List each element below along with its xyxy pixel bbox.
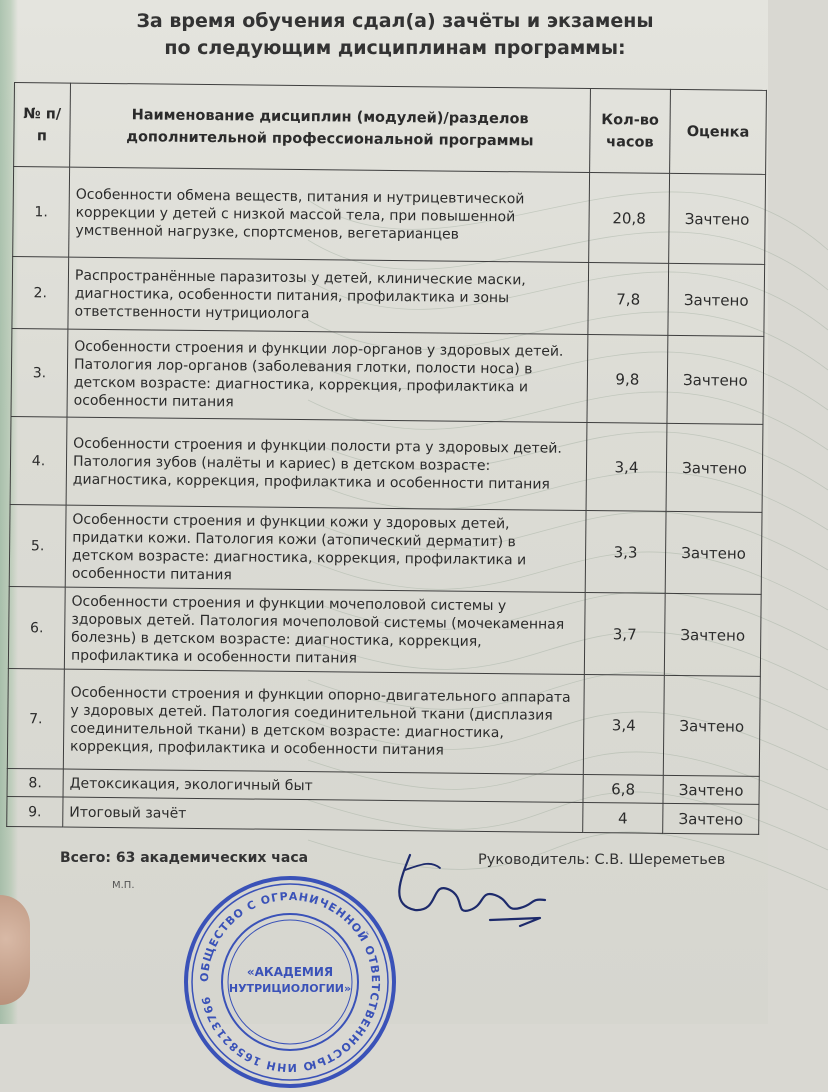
table-row: [11, 328, 764, 424]
seal-center-line-2: НУТРИЦИОЛОГИИ»: [228, 982, 352, 995]
header-hours: Кол-во часов: [590, 89, 671, 174]
table-row: [13, 167, 766, 265]
discipline-name: Особенности строения и функции кожи у здоровых детей, придатки кожи. Патология кожи (атопический дерматит) в детском возрасте: диагностика, коррекция, профилактика и особенности питания: [65, 505, 586, 592]
hours-value: 3,4: [586, 423, 667, 512]
hours-value: 20,8: [589, 173, 670, 264]
finger-in-frame: [0, 895, 30, 1005]
disciplines-table: [6, 82, 767, 835]
discipline-name: Детоксикация, экологичный быт: [63, 769, 583, 802]
hours-value: 3,3: [585, 511, 666, 594]
row-number: 3.: [11, 328, 68, 417]
table-row: [10, 416, 763, 512]
hours-value: 3,7: [584, 593, 665, 676]
grade-value: Зачтено: [664, 593, 761, 676]
row-number: 8.: [7, 768, 63, 797]
discipline-name: Особенности строения и функции мочеполовой системы у здоровых детей. Патология мочеполовой системы (мочекаменная болезнь) в детском возрасте: диагностика, коррекция, профилактика и особенности питания: [64, 587, 585, 674]
grade-value: Зачтено: [667, 335, 764, 424]
grade-value: Зачтено: [665, 511, 762, 594]
discipline-name: Итоговый зачёт: [63, 797, 583, 832]
row-number: 6.: [8, 586, 65, 669]
header-grade: Оценка: [670, 89, 767, 174]
table-row: [9, 504, 762, 594]
hours-value: 9,8: [587, 335, 668, 424]
document-title: [100, 8, 690, 62]
header-name: Наименование дисциплин (модулей)/разделов дополнительной профессиональной программы: [70, 83, 591, 172]
grade-value: Зачтено: [663, 675, 760, 776]
seal-ring-text: ОБЩЕСТВО С ОГРАНИЧЕННОЙ ОТВЕТСТВЕННОСТЬЮ ИНН 1658213766: [197, 889, 383, 1075]
head-signatory: Руководитель: С.В. Шереметьев: [478, 852, 726, 868]
row-number: 1.: [13, 167, 70, 258]
row-number: 5.: [9, 504, 66, 587]
hours-value: 6,8: [583, 774, 663, 803]
grade-value: Зачтено: [669, 173, 766, 264]
hours-value: 7,8: [588, 263, 669, 336]
discipline-name: Особенности строения и функции полости рта у здоровых детей. Патология зубов (налёты и кариес) в детском возрасте: диагностика, коррекция, профилактика и особенности питания: [66, 417, 587, 510]
row-number: 2.: [12, 256, 69, 329]
total-hours: Всего: 63 академических часа: [60, 850, 309, 866]
row-number: 9.: [7, 796, 63, 827]
discipline-name: Особенности строения и функции опорно-двигательного аппарата у здоровых детей. Патология соединительной ткани (дисплазия соединительной ткани) в детском возрасте: диагностика, коррекция, профилактика и особенности питания: [63, 669, 584, 774]
header-no: № п/п: [14, 83, 71, 168]
grade-value: Зачтено: [663, 775, 759, 804]
grade-value: Зачтено: [663, 803, 759, 834]
grade-value: Зачтено: [666, 423, 763, 512]
handwritten-signature: [370, 850, 560, 930]
seal-place-label: М.П.: [112, 880, 135, 891]
organization-seal: [180, 872, 400, 1092]
discipline-name: Особенности обмена веществ, питания и нутрицевтической коррекции у детей с низкой массой тела, при повышенной умственной нагрузке, спортсменов, вегетарианцев: [69, 167, 590, 262]
hours-value: 3,4: [583, 675, 664, 776]
title-line-1: За время обучения сдал(а) зачёты и экзамены: [136, 10, 654, 32]
row-number: 7.: [7, 668, 64, 769]
hours-value: 4: [583, 802, 663, 833]
discipline-name: Распространённые паразитозы у детей, клинические маски, диагностика, особенности питания, профилактика и зоны ответственности нутрициолога: [68, 257, 589, 334]
table-row: [12, 256, 765, 336]
table-row: [7, 668, 760, 776]
row-number: 4.: [10, 416, 67, 505]
title-line-2: по следующим дисциплинам программы:: [164, 37, 626, 59]
table-header-row: [14, 83, 767, 175]
seal-center-line-1: «АКАДЕМИЯ: [246, 965, 334, 979]
table-row: [8, 586, 761, 676]
grade-value: Зачтено: [668, 263, 765, 336]
discipline-name: Особенности строения и функции лор-органов у здоровых детей. Патология лор-органов (заболевания глотки, полости носа) в детском возрасте: диагностика, коррекция, профилактика и особенности питания: [67, 329, 588, 422]
